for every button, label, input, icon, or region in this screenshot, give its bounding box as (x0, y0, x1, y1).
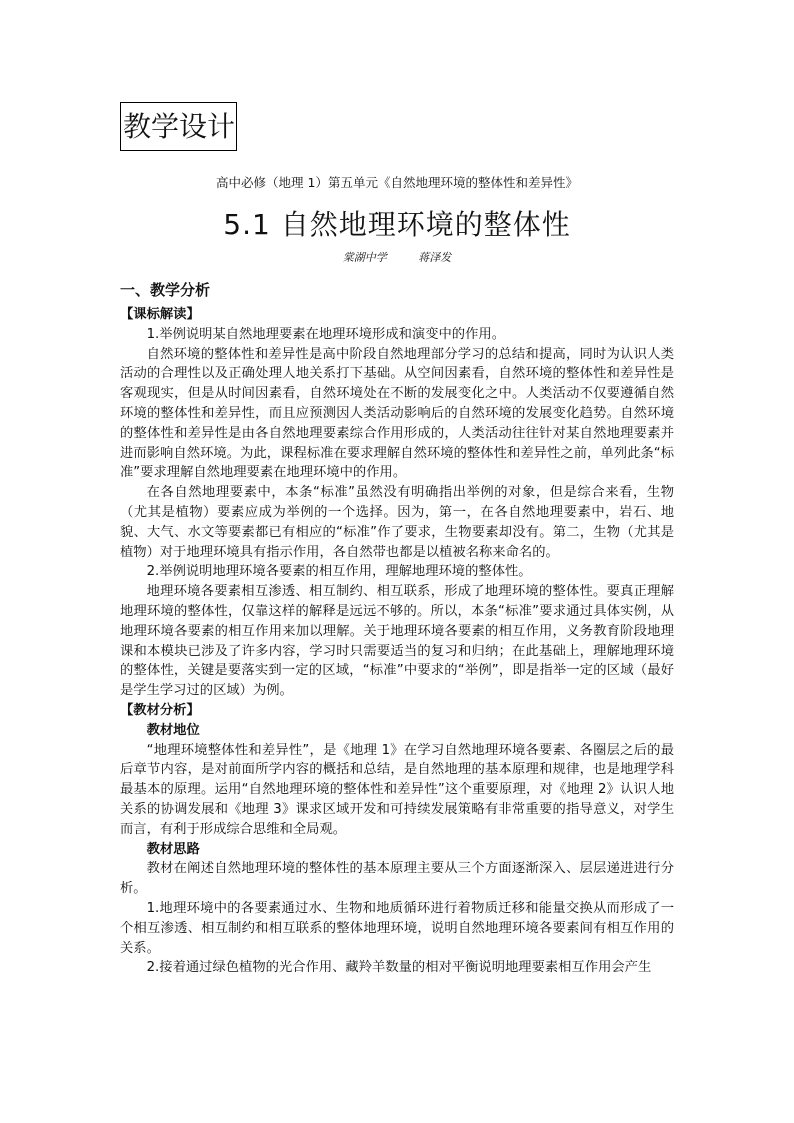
section-heading: 一、教学分析 (120, 281, 211, 299)
author-school: 棠湖中学 (342, 251, 387, 264)
author-name: 蒋泽发 (418, 251, 452, 264)
kebiao-paragraph-2: 自然环境的整体性和差异性是高中阶段自然地理部分学习的总结和提高，同时为认识人类活动的合理性以及正确处理人地关系打下基础。从空间因素看，自然环境的整体性和差异性是客观现实，但是从时间因素看，自然环境处在不断的发展变化之中。人类活动不仅要遵循自然环境的整体性和差异性，而且应预测因人类活动影响后的自然环境的发展变化趋势。自然环境的整体性和差异性是由各自然地理要素综合作用形成的，人类活动往往针对某自然地理要素并进而影响自然环境。为此，课程标准在要求理解自然环境的整体性和差异性之前，单列此条“标准”要求理解自然地理要素在地理环境中的作用。 (120, 346, 674, 481)
jiaocai-heading: 【教材分析】 (120, 702, 200, 718)
jiaocai-subheading-position: 教材地位 (146, 722, 200, 738)
kebiao-heading: 【课标解读】 (120, 307, 200, 322)
banner-title: 教学设计 (120, 102, 237, 151)
jiaocai-paragraph-2: 教材在阐述自然地理环境的整体性的基本原理主要从三个方面逐渐深入、层层递进进行分析。 (120, 861, 674, 897)
unit-subtitle: 高中必修（地理 1）第五单元《自然地理环境的整体性和差异性》 (216, 175, 578, 190)
lesson-title: 5.1 自然地理环境的整体性 (223, 208, 571, 241)
kebiao-paragraph-3: 在各自然地理要素中，本条“标准”虽然没有明确指出举例的对象，但是综合来看，生物（尤其是植物）要素应成为举例的一个选择。因为，第一，在各自然地理要素中，岩石、地貌、大气、水文等要素都已有相应的“标准”作了要求，生物要素却没有。第二，生物（尤其是植物）对于地理环境具有指示作用，各自然带也都是以植被名称来命名的。 (120, 485, 674, 560)
jiaocai-paragraph-1: “地理环境整体性和差异性”，是《地理 1》在学习自然地理环境各要素、各圈层之后的最后章节内容，是对前面所学内容的概括和总结，是自然地理的基本原理和规律，也是地理学科最基本的原理。运用“自然地理环境的整体性和差异性”这个重要原理，对《地理 2》认识人地关系的协调发展和《地理 3》课求区域开发和可持续发展策略有非常重要的指导意义，对学生而言，有利于形成综合思维和全局观。 (120, 742, 674, 837)
jiaocai-subheading-approach: 教材思路 (146, 841, 200, 857)
jiaocai-paragraph-4: 2.接着通过绿色植物的光合作用、藏羚羊数量的相对平衡说明地理要素相互作用会产生 (146, 960, 652, 976)
kebiao-point-1: 1.举例说明某自然地理要素在地理环境形成和演变中的作用。 (146, 326, 505, 342)
kebiao-point-2: 2.举例说明地理环境各要素的相互作用，理解地理环境的整体性。 (146, 564, 532, 580)
author-line (0, 249, 794, 265)
body-text (120, 305, 674, 978)
kebiao-paragraph-5: 地理环境各要素相互渗透、相互制约、相互联系，形成了地理环境的整体性。要真正理解地理环境的整体性，仅靠这样的解释是远远不够的。所以，本条“标准”要求通过具体实例，从地理环境各要素的相互作用来加以理解。关于地理环境各要素的相互作用，义务教育阶段地理课和本模块已涉及了许多内容，学习时只需要适当的复习和归纳；在此基础上，理解地理环境的整体性，关键是要落实到一定的区域，“标准”中要求的“举例”，即是指举一定的区域（最好是学生学习过的区域）为例。 (120, 584, 674, 699)
jiaocai-paragraph-3: 1.地理环境中的各要素通过水、生物和地质循环进行着物质迁移和能量交换从而形成了一个相互渗透、相互制约和相互联系的整体地理环境，说明自然地理环境各要素间有相互作用的关系。 (120, 900, 674, 956)
